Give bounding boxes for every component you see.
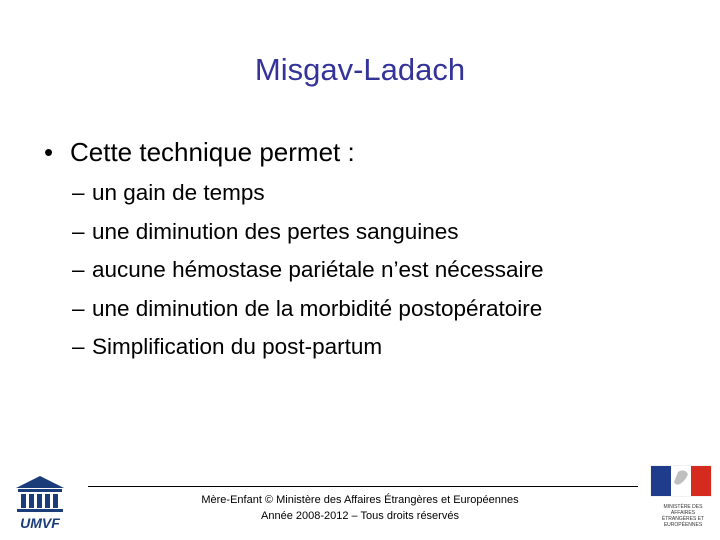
footer-years: Année 2008-2012 – Tous droits réservés	[261, 510, 459, 522]
slide-title: Misgav-Ladach	[254, 52, 466, 87]
ministere-marianne-icon	[648, 464, 714, 504]
umvf-logo-text: UMVF	[20, 515, 60, 531]
ministere-logo-text: MINISTÈRE DES AFFAIRES ÉTRANGÈRES ET EUROPÉENNES	[661, 504, 705, 528]
footer	[120, 492, 600, 524]
umvf-building-icon	[12, 474, 68, 516]
sub-bullet-text: aucune hémostase pariétale n’est nécessaire	[92, 257, 544, 282]
sub-bullet-item	[72, 180, 544, 219]
sub-bullet-text: une diminution des pertes sanguines	[92, 218, 459, 244]
dash-marker: –	[72, 257, 85, 282]
ministere-logo	[648, 464, 714, 534]
dash-marker: –	[72, 295, 85, 321]
sub-bullet-list	[72, 180, 544, 373]
sub-bullet-item	[72, 296, 544, 335]
sub-bullet-text: un gain de temps	[92, 180, 265, 205]
bullet-marker: •	[44, 137, 54, 167]
umvf-logo	[12, 474, 70, 532]
bullet-text: Cette technique permet :	[70, 137, 355, 167]
main-bullet	[44, 137, 355, 168]
sub-bullet-text: Simplification du post-partum	[92, 334, 383, 359]
footer-divider	[88, 486, 638, 487]
sub-bullet-text: une diminution de la morbidité postopératoire	[92, 295, 543, 321]
sub-bullet-item	[72, 219, 544, 258]
dash-marker: –	[72, 334, 85, 359]
dash-marker: –	[72, 180, 85, 205]
sub-bullet-item	[72, 257, 544, 296]
footer-copyright: Mère-Enfant © Ministère des Affaires Étrangères et Européennes	[201, 494, 519, 506]
sub-bullet-item	[72, 334, 544, 373]
dash-marker: –	[72, 218, 85, 244]
